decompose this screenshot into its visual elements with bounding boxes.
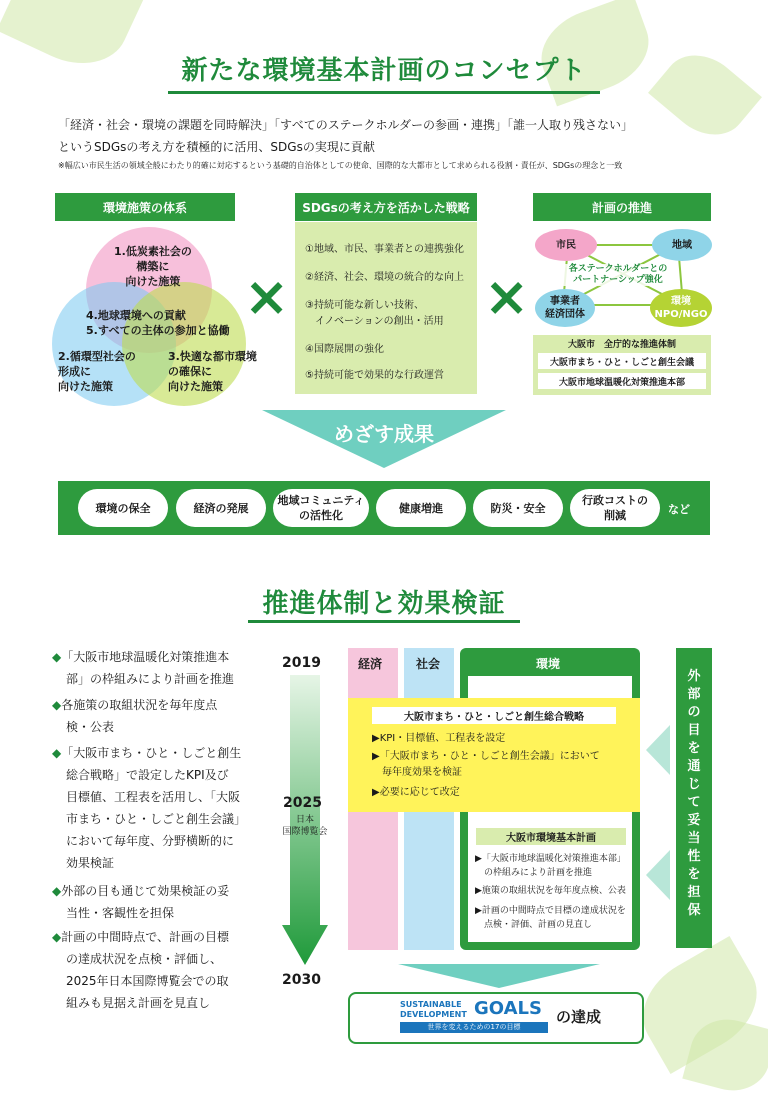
- node-citizen: 市民: [535, 229, 597, 261]
- title-underline: [168, 91, 600, 94]
- panel-header-strategy: SDGsの考え方を活かした戦略: [295, 193, 477, 221]
- title-underline: [248, 620, 520, 623]
- node-region: 地域: [652, 229, 712, 261]
- external-arrow-icon: [646, 725, 670, 775]
- outcome-pill: 地域コミュニティ の活性化: [273, 489, 369, 527]
- org-item: 大阪市地球温暖化対策推進本部: [538, 373, 706, 389]
- strategy-item: ⑤持続可能で効果的な行政運営: [305, 370, 444, 381]
- plan-title: 大阪市環境基本計画: [476, 828, 626, 845]
- external-arrow-icon: [646, 850, 670, 900]
- column-environment-label: 環境: [536, 657, 561, 671]
- bullet-item: ◆計画の中間時点で、計画の目標 の達成状況を点検・評価し、 2025年日本国際博覧会での取 組みも見据え計画を見直し: [52, 930, 229, 1010]
- column-society-label: 社会: [416, 657, 441, 671]
- plan-point: の枠組みにより計画を推進: [475, 868, 593, 878]
- plan-point: 点検・評価、計画の見直し: [475, 920, 593, 930]
- org-title: 大阪市 全庁的な推進体制: [567, 340, 676, 350]
- goals-arrow: [398, 964, 600, 988]
- timeline-mid: 2025: [283, 795, 322, 811]
- timeline-mid-label: 日本 国際博覧会: [282, 815, 328, 837]
- strategy-list: [295, 222, 477, 394]
- section1-title: 新たな環境基本計画のコンセプト: [181, 56, 587, 86]
- org-item: 大阪市まち・ひと・しごと創生会議: [538, 353, 706, 369]
- org-structure-box: [533, 335, 711, 395]
- outcomes-suffix: など: [668, 503, 690, 516]
- outcome-pill: 環境の保全: [78, 489, 168, 527]
- plan-point: ▶計画の中間時点で目標の達成状況を: [475, 906, 626, 916]
- strategy-point: ▶KPI・目標値、工程表を設定: [372, 733, 506, 744]
- external-check-text: 外部の目を通じて妥当性を担保: [687, 669, 701, 918]
- outcome-pill: 行政コストの 削減: [570, 489, 660, 527]
- strategy-item: ①地域、市民、事業者との連携強化: [305, 244, 464, 255]
- outcome-pill: 防災・安全: [473, 489, 563, 527]
- intro-note: ※幅広い市民生活の領域全般にわたり的確に対応するという基礎的自治体としての使命、国際的な大都市として求められる役割・責任が、SDGsの理念と一致: [58, 161, 623, 170]
- strategy-item: イノベーションの創出・活用: [305, 316, 444, 327]
- bullet-item: ◆「大阪市まち・ひと・しごと創生 総合戦略」で設定したKPI及び 目標値、工程表を活用し、「大阪 市まち・ひと・しごと創生会議」 において毎年度、分野横断的に 効果検証: [52, 746, 247, 870]
- venn-text-2: 2.循環型社会の 形成に 向けた施策: [58, 350, 136, 393]
- multiply-icon: ×: [244, 265, 290, 328]
- goals-achieve: の達成: [556, 1008, 602, 1026]
- intro-line1: 「経済・社会・環境の課題を同時解決」「すべてのステークホルダーの参画・連携」「誰一人取り残さない」: [58, 118, 634, 132]
- venn-text-center: 4.地球環境への貢献 5.すべての主体の参加と協働: [86, 309, 230, 337]
- panel-header-promotion: 計画の推進: [533, 193, 711, 221]
- node-environment: 環境 NPO/NGO: [650, 289, 712, 327]
- strategy-point: ▶「大阪市まち・ひと・しごと創生会議」において: [372, 751, 600, 762]
- bullet-item: ◆各施策の取組状況を毎年度点 検・公表: [52, 698, 218, 734]
- section2-title: 推進体制と効果検証: [262, 589, 506, 619]
- outcome-pill: 経済の発展: [176, 489, 266, 527]
- outcome-label: めざす成果: [334, 422, 434, 446]
- venn-text-1: 1.低炭素社会の 構築に 向けた施策: [114, 245, 192, 288]
- strategy-point: 毎年度効果を検証: [372, 767, 462, 778]
- bullet-item: ◆「大阪市地球温暖化対策推進本 部」の枠組みにより計画を推進: [52, 650, 235, 686]
- timeline-end: 2030: [282, 972, 321, 988]
- strategy-item: ②経済、社会、環境の統合的な向上: [305, 272, 464, 283]
- multiply-icon: ×: [484, 265, 530, 328]
- intro-line2: というSDGsの考え方を積極的に活用、SDGsの実現に貢献: [58, 140, 375, 154]
- partnership-label: 各ステークホルダーとの パートナーシップ強化: [558, 264, 678, 286]
- strategy-item: ③持続可能な新しい技術、: [305, 300, 424, 311]
- panel-header-system: 環境施策の体系: [55, 193, 235, 221]
- strategy-point: ▶必要に応じて改定: [372, 787, 460, 798]
- timeline-start: 2019: [282, 655, 321, 671]
- node-business: 事業者 経済団体: [535, 289, 595, 327]
- column-economy-label: 経済: [358, 657, 383, 671]
- plan-point: ▶「大阪市地球温暖化対策推進本部」: [475, 854, 626, 864]
- plan-point: ▶施策の取組状況を毎年度点検、公表: [475, 886, 626, 896]
- outcome-pill: 健康増進: [376, 489, 466, 527]
- bullet-item: ◆外部の目も通じて効果検証の妥 当性・客観性を担保: [52, 884, 230, 920]
- strategy-item: ④国際展開の強化: [305, 344, 384, 355]
- venn-text-3: 3.快適な都市環境 の確保に 向けた施策: [168, 350, 257, 393]
- strategy-title: 大阪市まち・ひと・しごと創生総合戦略: [372, 707, 616, 724]
